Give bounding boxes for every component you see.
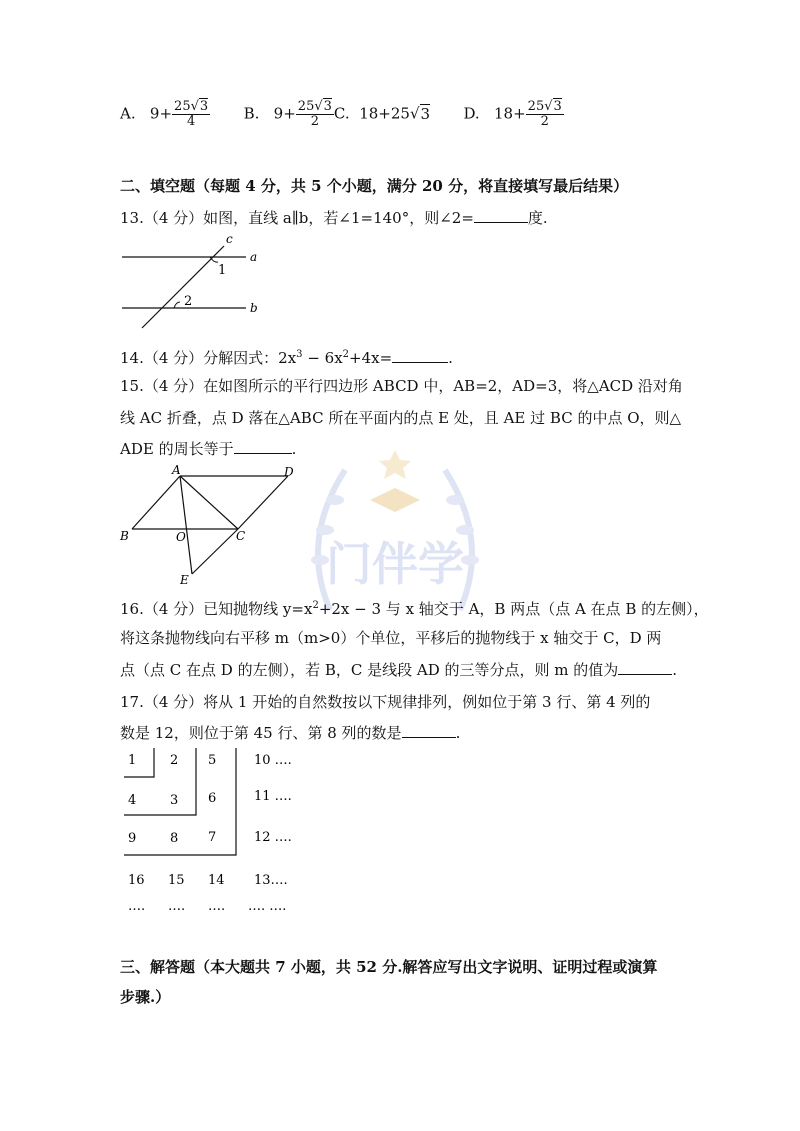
- option-a-den: 4: [186, 114, 196, 129]
- segment-ab: [132, 476, 180, 529]
- q13-text: [120, 208, 548, 228]
- q15-line3-pre: ADE 的周长等于: [120, 440, 234, 458]
- q16-sup: 2: [312, 600, 319, 611]
- label-2: 2: [184, 294, 193, 309]
- q16-line1-pre: 16.（4 分）已知抛物线 y=x: [120, 600, 313, 618]
- q15-blank: [234, 439, 292, 454]
- q17-line2-post: .: [455, 724, 461, 742]
- q14-text: [120, 345, 453, 368]
- option-d-label: D.: [463, 104, 480, 123]
- grid-cell: 1: [128, 753, 137, 768]
- q13-post: 度.: [527, 209, 548, 227]
- grid-cell: 4: [128, 793, 137, 808]
- q17-blank: [402, 723, 456, 738]
- option-a-fraction: $\frac{25√3}{4}$: [174, 99, 209, 129]
- segment-dc: [238, 476, 288, 529]
- q16-line3-pre: 点（点 C 在点 D 的左侧），若 B，C 是线段 AD 的三等分点，则 m 的值为: [120, 661, 619, 679]
- q17-line2: [120, 723, 460, 743]
- section3-heading-line1: 三、解答题（本大题共 7 小题，共 52 分.解答应写出文字说明、证明过程或演算: [120, 958, 658, 976]
- grid-cell: 13….: [254, 873, 288, 888]
- option-c-rad: 3: [420, 104, 431, 123]
- segment-ec: [192, 529, 238, 574]
- grid-cell: 16: [128, 873, 145, 888]
- q13-figure: [118, 232, 278, 332]
- q14-mid: − 6x: [302, 349, 343, 367]
- grid-cell: 5: [208, 753, 217, 768]
- option-b-label: B.: [243, 104, 260, 123]
- q14-sup1: 3: [296, 349, 303, 360]
- option-a-num: 25: [174, 99, 191, 114]
- q15-line1: 15.（4 分）在如图所示的平行四边形 ABCD 中，AB=2，AD=3，将△ACD 沿对角: [120, 377, 683, 395]
- q17-number-grid: [118, 744, 318, 916]
- q15-line3: [120, 439, 296, 459]
- q12-options: A. 9+ $\frac{25√3}{4}$ B. 9+ $\frac{25√3}{2}$ C. 18+25√3 D. 18+ $\frac{25√3}{2}$: [120, 99, 562, 129]
- grid-cell: 11 ….: [254, 789, 292, 804]
- q16-line1: [120, 596, 709, 619]
- option-b-den: 2: [310, 114, 319, 129]
- option-d-whole: 18+: [494, 104, 526, 123]
- option-a-whole: 9+: [149, 104, 173, 123]
- segment-ae: [180, 476, 192, 574]
- q14-post: .: [448, 349, 453, 367]
- option-d-fraction: $\frac{25√3}{2}$: [527, 99, 562, 129]
- option-a-rad: 3: [199, 99, 209, 114]
- grid-cell: 9: [128, 831, 137, 846]
- q16-line3: [120, 660, 677, 680]
- q16-line1-post: +2x − 3 与 x 轴交于 A，B 两点（点 A 在点 B 的左侧），: [318, 600, 709, 618]
- label-E: E: [180, 573, 189, 587]
- label-b: b: [250, 301, 258, 315]
- q17-line1: 17.（4 分）将从 1 开始的自然数按以下规律排列，例如位于第 3 行、第 4 列的: [120, 693, 651, 711]
- q16-line2: 将这条抛物线向右平移 m（m>0）个单位，平移后的抛物线于 x 轴交于 C，D 两: [120, 629, 662, 647]
- option-d-den: 2: [540, 114, 549, 129]
- section2-heading: 二、填空题（每题 4 分，共 5 个小题，满分 20 分，将直接填写最后结果）: [120, 177, 629, 195]
- grid-cell: ….: [128, 899, 146, 914]
- grid-cell: 6: [208, 791, 217, 806]
- q16-line3-post: .: [672, 661, 678, 679]
- option-a-label: A.: [120, 104, 136, 123]
- label-D: D: [284, 465, 294, 479]
- option-b-num: 25: [297, 99, 315, 114]
- grid-cell: 2: [170, 753, 179, 768]
- option-d-rad: 3: [553, 99, 562, 114]
- grid-cell: 8: [170, 831, 179, 846]
- q17-line2-pre: 数是 12，则位于第 45 行、第 8 列的数是: [120, 724, 402, 742]
- label-B: B: [120, 529, 129, 543]
- option-c-text: 18+25: [359, 104, 410, 123]
- angle-2-arc: [174, 302, 180, 308]
- label-c: c: [226, 232, 233, 246]
- line-c: [142, 246, 227, 328]
- label-O: O: [176, 530, 186, 544]
- grid-border-3: [124, 748, 236, 855]
- option-b-whole: 9+: [273, 104, 296, 123]
- grid-cell: …. ….: [248, 899, 287, 914]
- grid-cell: 12 ….: [254, 830, 292, 845]
- q14-sup2: 2: [342, 349, 350, 360]
- label-a: a: [250, 250, 258, 264]
- option-c-label: C.: [333, 104, 350, 123]
- option-b-fraction: $\frac{25√3}{2}$: [297, 99, 332, 129]
- q14-blank: [392, 348, 448, 363]
- grid-cell: 14: [208, 873, 225, 888]
- section3-heading-line2: 步骤.）: [120, 988, 171, 1006]
- label-C: C: [236, 529, 246, 543]
- grid-cell: ….: [168, 899, 186, 914]
- grid-cell: 7: [208, 830, 217, 845]
- segment-ac: [180, 476, 238, 529]
- q14-pre: 14.（4 分）分解因式：2x: [120, 349, 297, 367]
- grid-cell: 3: [170, 793, 179, 808]
- grid-cell: 15: [168, 873, 185, 888]
- q14-tail: +4x=: [349, 349, 393, 367]
- q15-figure: [116, 462, 306, 587]
- option-b-rad: 3: [323, 99, 332, 114]
- q13-blank: [474, 208, 528, 223]
- q15-line2: 线 AC 折叠，点 D 落在△ABC 所在平面内的点 E 处，且 AE 过 BC 的中点 O，则△: [120, 409, 682, 427]
- svg-text:门伴学: 门伴学: [326, 537, 464, 591]
- q16-blank: [618, 660, 672, 675]
- grid-cell: 10 ….: [254, 753, 292, 768]
- grid-cell: ….: [208, 899, 226, 914]
- option-d-num: 25: [527, 99, 545, 114]
- q13-pre: 13.（4 分）如图，直线 a∥b，若∠1=140°，则∠2=: [120, 209, 474, 227]
- label-A: A: [172, 463, 181, 477]
- label-1: 1: [218, 263, 227, 278]
- q15-line3-post: .: [291, 440, 297, 458]
